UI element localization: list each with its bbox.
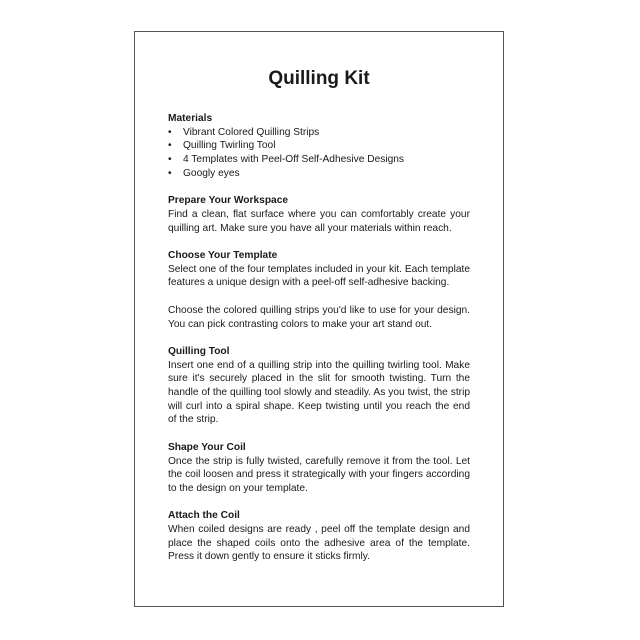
bullet-icon: •	[168, 126, 172, 138]
section-paragraph: Select one of the four templates included in your kit. Each template features a unique design with a peel-off self-adhesive backing.	[168, 263, 470, 289]
section-paragraph: When coiled designs are ready , peel off the template design and place the shaped coils onto the adhesive area of the template. Press it down gently to ensure it sticks firmly.	[168, 524, 470, 563]
section-heading: Choose Your Template	[168, 250, 278, 261]
document-body	[168, 112, 470, 578]
list-item-text: Googly eyes	[183, 167, 240, 179]
section-paragraph: Find a clean, flat surface where you can comfortably create your quilling art. Make sure you have all your materials within reach.	[168, 208, 470, 234]
bullet-icon: •	[168, 154, 172, 166]
list-item-text: Quilling Twirling Tool	[183, 140, 276, 152]
list-item	[168, 139, 470, 153]
section-paragraph: Once the strip is fully twisted, carefully remove it from the tool. Let the coil loosen and press it strategically with your fingers according to the design on your template.	[168, 455, 470, 494]
page-title: Quilling Kit	[268, 68, 370, 89]
list-item	[168, 153, 470, 167]
section-heading: Shape Your Coil	[168, 441, 246, 453]
section-heading: Materials	[168, 113, 213, 124]
section-heading: Prepare Your Workspace	[168, 195, 289, 207]
section-shape-coil	[168, 441, 470, 496]
section-quilling-tool	[168, 345, 470, 427]
section-choose-template	[168, 249, 470, 331]
section-heading: Attach the Coil	[168, 510, 240, 522]
section-prepare-workspace	[168, 194, 470, 235]
materials-list	[168, 126, 470, 181]
section-materials	[168, 112, 470, 181]
section-paragraph: Choose the colored quilling strips you'd like to use for your design. You can pick contrasting colors to make your art stand out.	[168, 304, 470, 330]
section-paragraph: Insert one end of a quilling strip into the quilling twirling tool. Make sure it's securely placed in the slit for smooth twisting. Turn the handle of the quilling tool slowly and steadily. As you twist, the strip will curl into a spiral shape. Keep twisting until you reach the end of the strip.	[168, 359, 470, 426]
bullet-icon: •	[168, 140, 172, 152]
list-item-text: Vibrant Colored Quilling Strips	[183, 126, 320, 138]
bullet-icon: •	[168, 167, 172, 179]
document-page	[134, 31, 504, 607]
list-item-text: 4 Templates with Peel-Off Self-Adhesive Designs	[183, 154, 405, 166]
list-item	[168, 126, 470, 140]
list-item	[168, 167, 470, 181]
section-attach-coil	[168, 509, 470, 564]
section-heading: Quilling Tool	[168, 345, 230, 357]
